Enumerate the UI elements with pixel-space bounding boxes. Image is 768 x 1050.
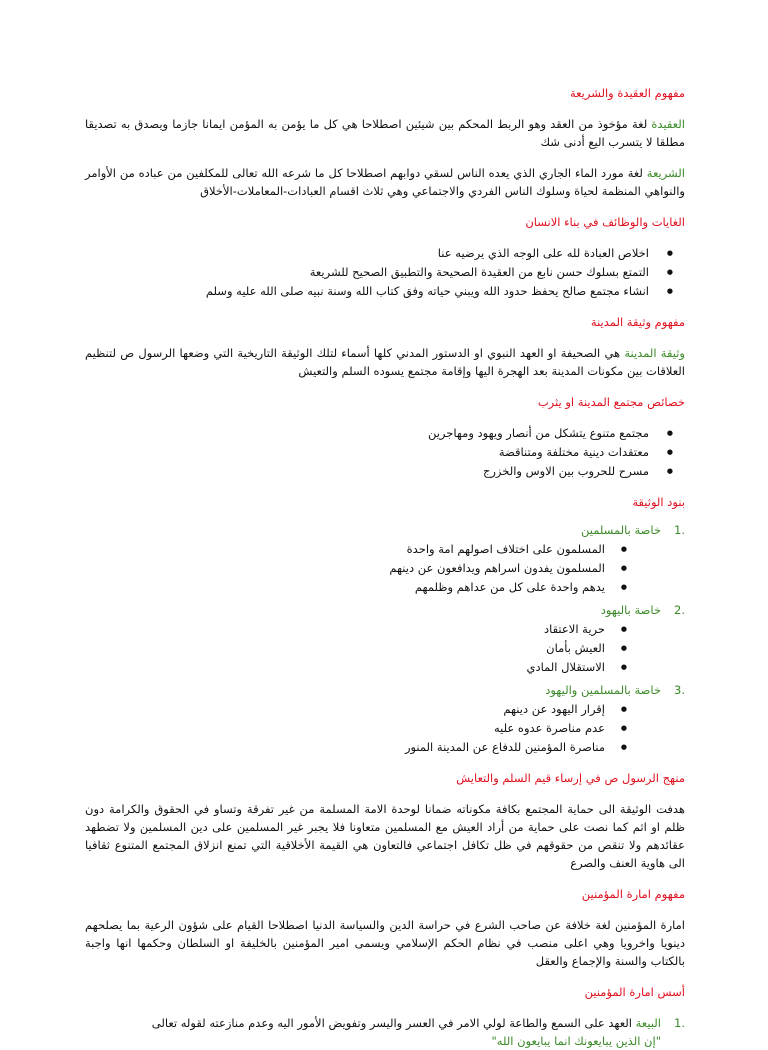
- heading-osos: أسس امارة المؤمنين: [584, 985, 685, 999]
- osos-list: [85, 1014, 685, 1050]
- text-sharia: لغة مورد الماء الجاري الذي يعده الناس لسقي دوابهم اصطلاحا كل ما شرعه الله تعالى للمكلفين من عباده من الأوامر والنواهي المنظمة لحياة وسلوك الناس الفردي والاجتماعي وهي ثلاث اقسام العبادات-المعاملات-الأخلاق: [85, 166, 685, 198]
- section-items: [85, 620, 661, 677]
- list-item: ● إقرار اليهود عن دينهم: [85, 700, 605, 719]
- term-bayaa: البيعة: [635, 1016, 661, 1030]
- yathrib-list: [85, 424, 685, 481]
- document-content: [85, 84, 685, 1050]
- section-title: خاصة بالمسلمين واليهود: [545, 683, 661, 697]
- list-item: ● عدم مناصرة عدوه عليه: [85, 719, 605, 738]
- text-bayaa: العهد على السمع والطاعة لولي الامر في العسر واليسر وتفويض الأمور اليه وعدم منازعته لقوله تعالى: [151, 1016, 636, 1030]
- list-item: ● حرية الاعتقاد: [85, 620, 605, 639]
- section-title: خاصة بالمسلمين: [581, 523, 661, 537]
- bunud-section-muslims: [85, 521, 685, 597]
- section-number: 2.: [674, 603, 685, 617]
- heading-imara: مفهوم امارة المؤمنين: [581, 887, 685, 901]
- list-item: ● العيش بأمان: [85, 639, 605, 658]
- heading-yathrib: خصائص مجتمع المدينة او يثرب: [537, 395, 685, 409]
- item-number: 1.: [674, 1016, 685, 1030]
- list-item: ● مناصرة المؤمنين للدفاع عن المدينة المنور: [85, 738, 605, 757]
- heading-wathiqa: مفهوم وثيقة المدينة: [590, 315, 685, 329]
- section-number: 1.: [674, 523, 685, 537]
- section-title: خاصة باليهود: [600, 603, 661, 617]
- term-sharia: الشريعة: [646, 166, 685, 180]
- list-item: ● انشاء مجتمع صالح يحفظ حدود الله ويبني حياته وفق كتاب الله وسنة نبيه صلى الله عليه وسلم: [85, 282, 649, 301]
- section-items: [85, 540, 661, 597]
- paragraph-bayaa: [85, 1014, 661, 1032]
- heading-aqida-sharia: مفهوم العقيدة والشريعة: [569, 86, 685, 100]
- heading-bunud: بنود الوثيقة: [632, 495, 685, 509]
- quran-quote: "إن الذين يبايعونك انما يبايعون الله": [491, 1034, 661, 1048]
- heading-goals: الغايات والوظائف في بناء الانسان: [525, 215, 685, 229]
- paragraph-sharia: [85, 164, 685, 200]
- list-item: ● معتقدات دينية مختلفة ومتناقضة: [85, 443, 649, 462]
- term-wathiqa: وثيقة المدينة: [624, 346, 685, 360]
- section-number: 3.: [674, 683, 685, 697]
- list-item: ● التمتع بسلوك حسن نابع من العقيدة الصحيحة والتطبيق الصحيح للشريعة: [85, 263, 649, 282]
- list-item: ● مجتمع متنوع يتشكل من أنصار ويهود ومهاجرين: [85, 424, 649, 443]
- paragraph-aqida: [85, 115, 685, 151]
- list-item: ● الاستقلال المادي: [85, 658, 605, 677]
- osos-item-bayaa: [85, 1014, 685, 1050]
- paragraph-manhaj: هدفت الوثيقة الى حماية المجتمع بكافة مكوناته ضمانا لوحدة الامة المسلمة من غير تفرقة وتساو في الحقوق والكرامة دون ظلم او اثم كما نصت على حماية من أراد العيش مع المسلمين متعاونا فلا يجبر غير المسلمين على دين المسلمين ولا تضطهد عقائدهم ولا تنقص من حقوقهم في ظل تكافل اجتماعي فالتعاون هي القيمة الأخلاقية التي تمنع انزلاق المجتمع المتنوع ثقافيا الى هاوية العنف والصرع: [85, 802, 685, 870]
- section-items: [85, 700, 661, 757]
- bunud-section-both: [85, 681, 685, 757]
- bunud-list: [85, 521, 685, 757]
- paragraph-imara: امارة المؤمنين لغة خلافة عن صاحب الشرع في حراسة الدين والسياسة الدنيا اصطلاحا القيام على شؤون الرعية بما يصلحهم دينويا واخرويا وهي اعلى منصب في نظام الحكم الإسلامي ويسمى امير المؤمنين بالخليفة او السلطان وحكمها انها واجبة بالكتاب والسنة والإجماع والعقل: [85, 918, 685, 968]
- list-item: ● مسرح للحروب بين الاوس والخزرج: [85, 462, 649, 481]
- list-item: ● اخلاص العبادة لله على الوجه الذي يرضيه عنا: [85, 244, 649, 263]
- heading-manhaj: منهج الرسول ص في إرساء قيم السلم والتعايش: [456, 771, 685, 785]
- text-wathiqa: هي الصحيفة او العهد النبوي او الدستور المدني كلها أسماء لتلك الوثيقة التاريخية التي وضعها الرسول ص لتنظيم العلاقات بين مكونات المدينة بعد الهجرة اليها وإقامة مجتمع يسوده السلم والتعيش: [85, 346, 685, 378]
- list-item: ● المسلمون على اختلاف اصولهم امة واحدة: [85, 540, 605, 559]
- list-item: ● المسلمون يفدون اسراهم ويدافعون عن دينهم: [85, 559, 605, 578]
- goals-list: [85, 244, 685, 301]
- list-item: ● يدهم واحدة على كل من عداهم وظلمهم: [85, 578, 605, 597]
- text-aqida: لغة مؤخوذ من العقد وهو الربط المحكم بين شيئين اصطلاحا هي كل ما يؤمن به المؤمن ايمانا جازما ويصدق به تصديقا مطلقا لا يتسرب اليع أدنى شك: [85, 117, 685, 149]
- term-aqida: العقيدة: [651, 117, 685, 131]
- paragraph-wathiqa: [85, 344, 685, 380]
- bunud-section-jews: [85, 601, 685, 677]
